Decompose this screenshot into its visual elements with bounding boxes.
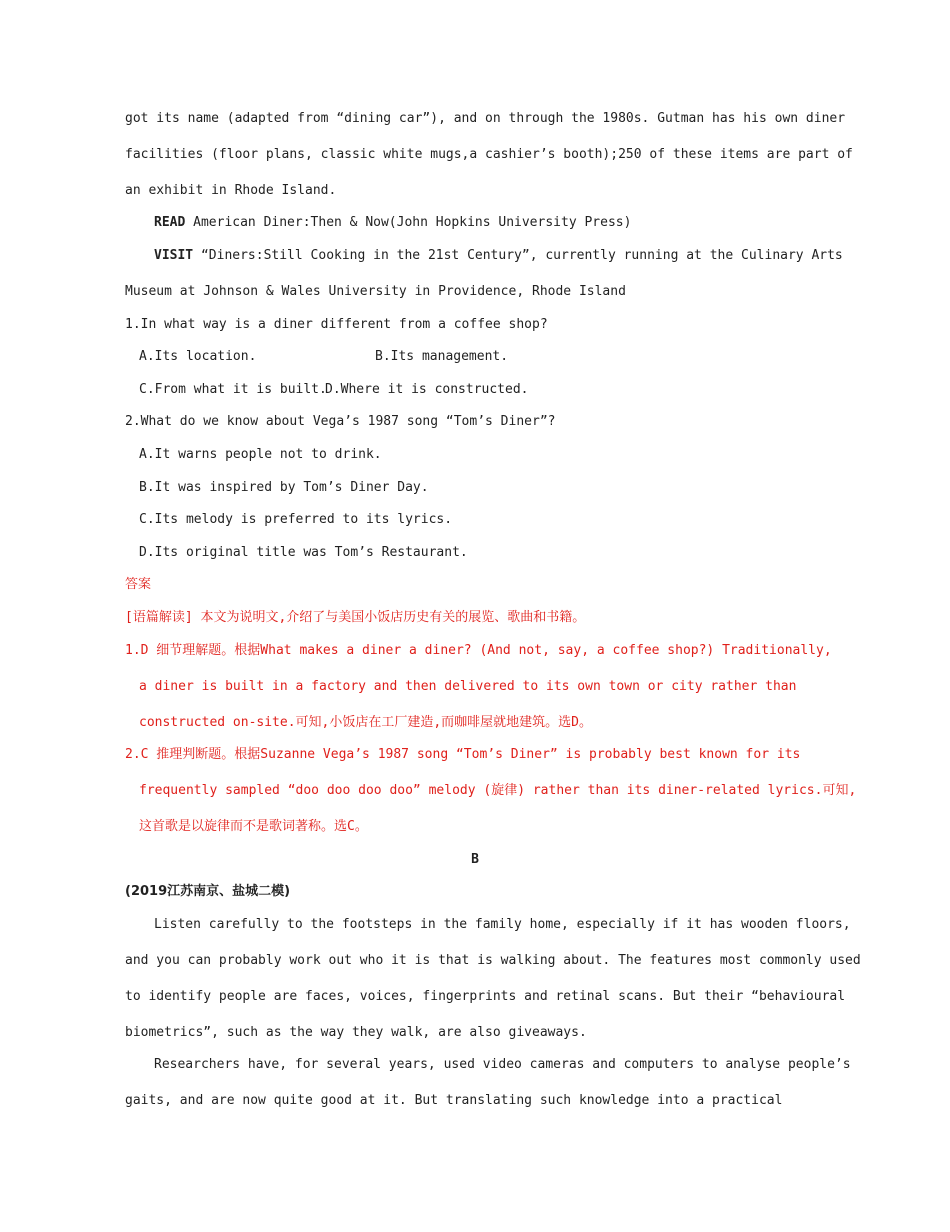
question-1-option-b: B.Its management.	[375, 349, 509, 364]
answer-2-line-1: 2.C 推理判断题。根据Suzanne Vega’s 1987 song “Tom’s Diner” is probably best known for its	[125, 747, 801, 762]
answer-2-line-3: 这首歌是以旋律而不是歌词著称。选C。	[139, 819, 368, 834]
read-reference	[154, 214, 832, 232]
answer-summary: [语篇解读] 本文为说明文,介绍了与美国小饭店历史有关的展览、歌曲和书籍。	[125, 610, 586, 625]
passage-a-line-2: facilities (floor plans, classic white mugs,a cashier’s booth);250 of these items are part of	[125, 147, 853, 162]
visit-label: VISIT	[154, 248, 194, 263]
visit-text-1: “Diners:Still Cooking in the 21st Century”, currently running at the Culinary Arts	[200, 248, 843, 263]
question-2-stem: 2.What do we know about Vega’s 1987 song “Tom’s Diner”?	[125, 414, 556, 429]
question-1-option-a: A.Its location.	[139, 349, 257, 364]
passage-b-p1-line-4: biometrics”, such as the way they walk, are also giveaways.	[125, 1025, 587, 1040]
question-1-option-d: D.Where it is constructed.	[325, 382, 529, 397]
answer-1-line-3: constructed on-site.可知,小饭店在工厂建造,而咖啡屋就地建筑。选D。	[139, 715, 593, 730]
question-2-option-b: B.It was inspired by Tom’s Diner Day.	[139, 480, 429, 495]
question-2-option-d: D.Its original title was Tom’s Restaurant.	[139, 545, 468, 560]
question-2-option-c: C.Its melody is preferred to its lyrics.	[139, 512, 453, 527]
passage-a-line-3: an exhibit in Rhode Island.	[125, 183, 337, 198]
passage-b-p2-line-2: gaits, and are now quite good at it. But translating such knowledge into a practical	[125, 1093, 783, 1108]
passage-b-p1-line-3: to identify people are faces, voices, fingerprints and retinal scans. But their “behavioural	[125, 989, 846, 1004]
section-b-heading: B	[471, 852, 479, 867]
question-1-option-c: C.From what it is built.	[139, 382, 327, 397]
section-b-source: (2019江苏南京、盐城二模)	[125, 884, 291, 899]
passage-b-p1-line-1: Listen carefully to the footsteps in the family home, especially if it has wooden floors,	[154, 917, 851, 932]
read-text: American Diner:Then & Now(John Hopkins University Press)	[193, 215, 632, 230]
read-label: READ	[154, 215, 186, 230]
question-1-stem: 1.In what way is a diner different from a coffee shop?	[125, 317, 548, 332]
passage-a-line-1: got its name (adapted from “dining car”), and on through the 1980s. Gutman has his own diner	[125, 111, 846, 126]
passage-b-p2-line-1: Researchers have, for several years, used video cameras and computers to analyse people’s	[154, 1057, 851, 1072]
visit-reference	[154, 247, 843, 265]
answer-heading: 答案	[125, 577, 152, 592]
passage-b-p1-line-2: and you can probably work out who it is that is walking about. The features most commonly used	[125, 953, 861, 968]
answer-2-line-2: frequently sampled “doo doo doo doo” melody (旋律) rather than its diner-related lyrics.可知,	[139, 783, 857, 798]
visit-text-2: Museum at Johnson & Wales University in Providence, Rhode Island	[125, 284, 626, 299]
answer-1-line-2: a diner is built in a factory and then delivered to its own town or city rather than	[139, 679, 797, 694]
answer-1-line-1: 1.D 细节理解题。根据What makes a diner a diner? (And not, say, a coffee shop?) Traditionally,	[125, 643, 832, 658]
question-2-option-a: A.It warns people not to drink.	[139, 447, 382, 462]
